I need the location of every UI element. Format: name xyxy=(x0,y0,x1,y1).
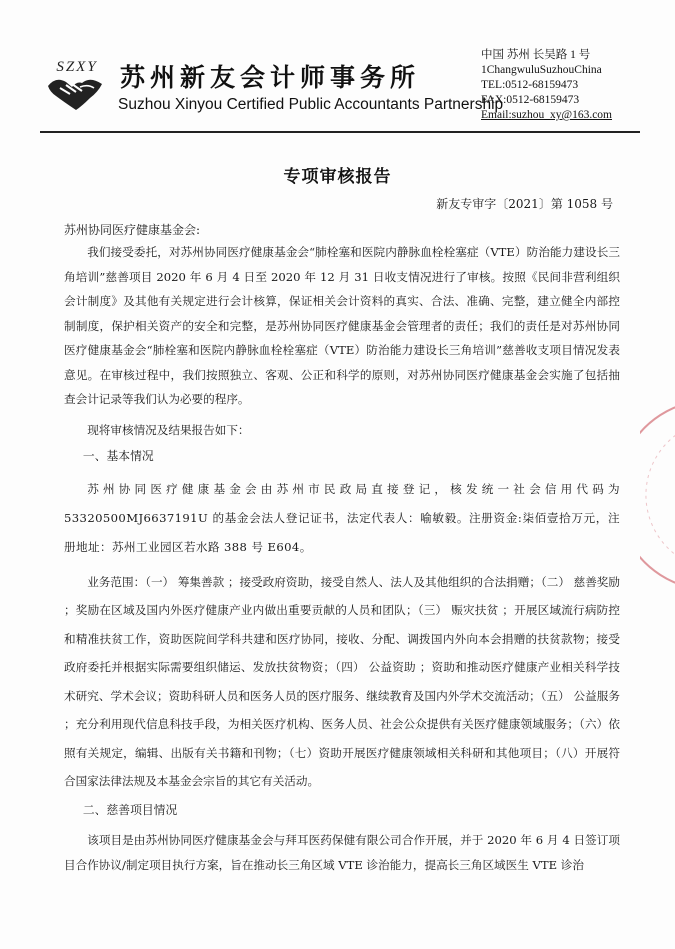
letterhead-divider xyxy=(40,131,640,133)
report-reference-number: 新友专审字〔2021〕第 1058 号 xyxy=(436,197,613,211)
paragraph-project: 该项目是由苏州协同医疗健康基金会与拜耳医药保健有限公司合作开展，并于 2020 年 6 月 4 日签订项目合作协议/制定项目执行方案，旨在推动长三角区域 VTE 诊治能力，提高长三角区域医生 VTE 诊治 xyxy=(64,833,620,872)
address-chinese: 中国 苏州 长吴路 1 号 xyxy=(481,49,591,61)
section-heading-basic-info: 一、基本情况 xyxy=(82,449,154,463)
handshake-logo-icon xyxy=(42,54,112,114)
email: Email:suzhou_xy@163.com xyxy=(481,109,613,121)
paragraph-intro: 我们接受委托，对苏州协同医疗健康基金会“肺栓塞和医院内静脉血栓栓塞症（VTE）防治能力建设长三角培训”慈善项目 2020 年 6 月 4 日至 2020 年 12 月 31 日收支情况进行了审核。按照《民间非营利组织会计制度》及其他有关规定进行会计核算，保证相关会计资料的真实、合法、准确、完整，建立健全内部控制制度，保护相关资产的安全和完整，是苏州协同医疗健康基金会管理者的责任；我们的责任是对苏州协同医疗健康基金会“肺栓塞和医院内静脉血栓栓塞症（VTE）防治能力建设长三角培训”慈善收支项目情况发表意见。在审核过程中，我们按照独立、客观、公正和科学的原则，对苏州协同医疗健康基金会实施了包括抽查会计记录等我们认为必要的程序。 xyxy=(64,245,620,406)
report-addressee: 苏州协同医疗健康基金会: xyxy=(64,223,201,237)
paragraph-report-lead: 现将审核情况及结果报告如下： xyxy=(87,422,250,437)
firm-logo xyxy=(42,54,112,114)
official-seal-stamp xyxy=(640,395,675,595)
paragraph-basic-info: 苏州协同医疗健康基金会由苏州市民政局直接登记，核发统一社会信用代码为 53320500MJ6637191U 的基金会法人登记证书，法定代表人：喻敏毅。注册资金:柒佰壹拾万元，注册地址：苏州工业园区若水路 388 号 E604。 xyxy=(64,481,620,554)
address-english: 1ChangwuluSuzhouChina xyxy=(481,64,602,76)
section-heading-project: 二、慈善项目情况 xyxy=(82,802,178,817)
svg-text:SZXY: SZXY xyxy=(56,59,98,75)
telephone: TEL:0512-68159473 xyxy=(481,79,579,91)
firm-name-english: Suzhou Xinyou Certified Public Accountants Partnership xyxy=(118,96,504,113)
firm-contact-block xyxy=(481,48,666,123)
report-title: 专项审核报告 xyxy=(283,167,392,187)
paragraph-business-scope: 业务范围：（一） 筹集善款 ；接受政府资助，接受自然人、法人及其他组织的合法捐赠；（二） 慈善奖励 ；奖励在区域及国内外医疗健康产业内做出重要贡献的人员和团队；（三） 赈灾扶贫 ；开展区域流行病防控和精准扶贫工作，资助医院间学科共建和医疗协同，接收、分配、调拨国内外向本会捐赠的扶贫款物；接受政府委托并根据实际需要组织储运、发放扶贫物资；（四） 公益资助 ；资助和推动医疗健康产业相关科学技术研究、学术会议；资助科研人员和医务人员的医疗服务、继续教育及国内外学术交流活动；（五） 公益服务 ；充分利用现代信息科技手段，为相关医疗机构、医务人员、社会公众提供有关医疗健康领域服务；（六）依照有关规定，编辑、出版有关书籍和刊物；（七）资助开展医疗健康领域相关科研和其他项目；（八）开展符合国家法律法规及本基金会宗旨的其它有关活动。 xyxy=(64,574,620,788)
fax: FAX:0512-68159473 xyxy=(481,94,580,106)
firm-name-chinese: 苏州新友会计师事务所 xyxy=(120,63,421,92)
report-body xyxy=(64,240,620,877)
